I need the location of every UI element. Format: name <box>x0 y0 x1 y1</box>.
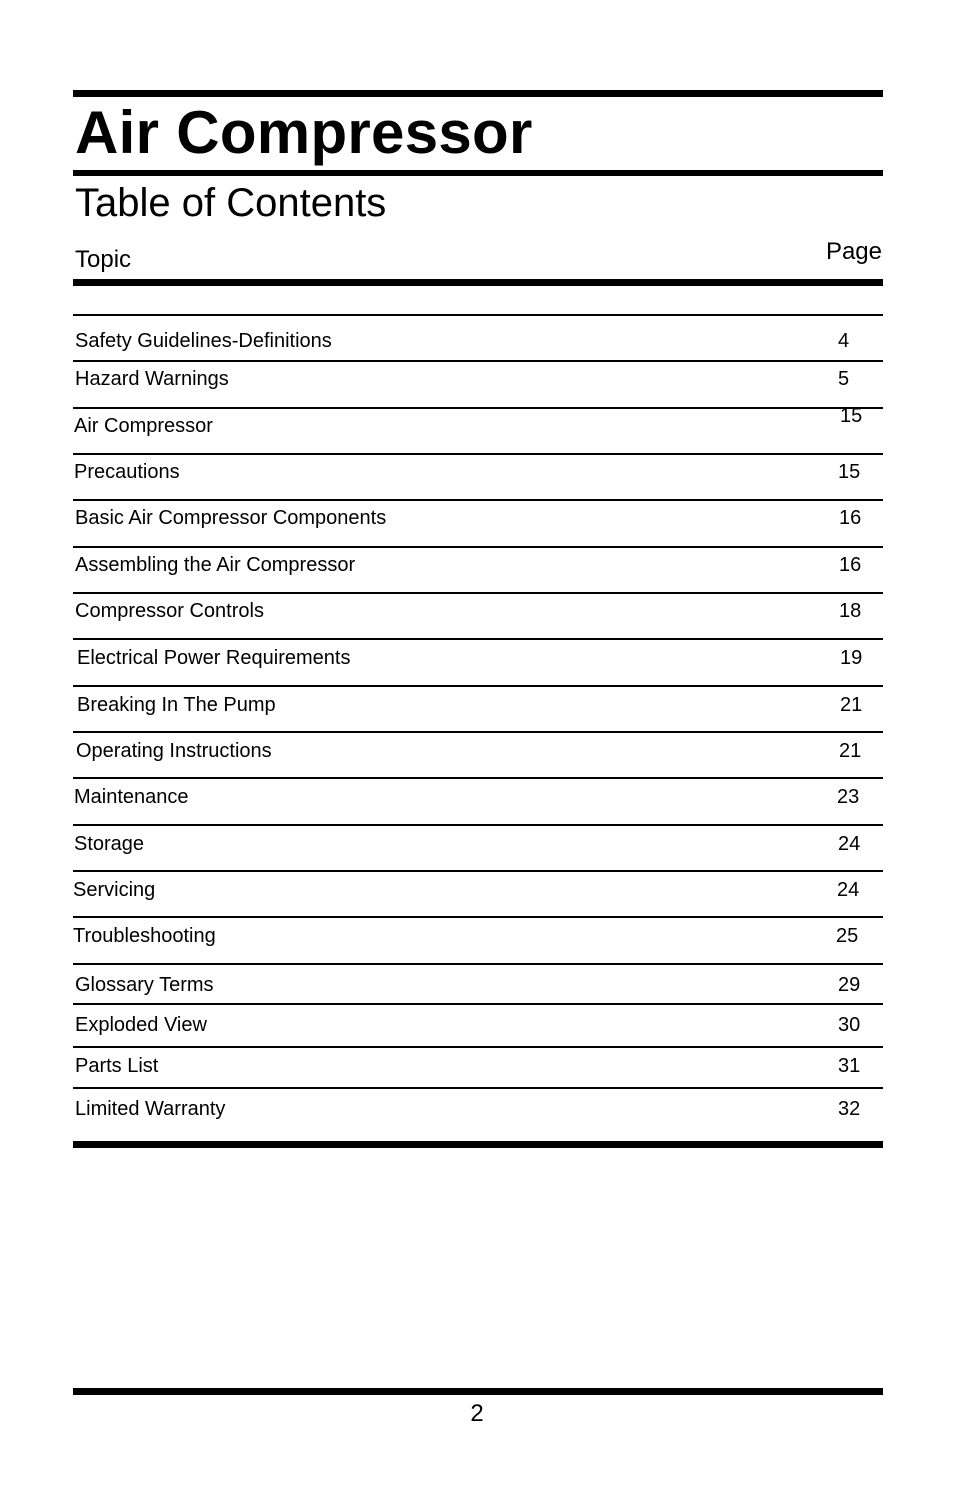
toc-topic: Parts List <box>75 1055 159 1077</box>
footer-rule <box>73 1388 883 1395</box>
toc-row <box>73 824 883 870</box>
toc-topic: Limited Warranty <box>75 1098 226 1120</box>
toc-row <box>73 1003 883 1046</box>
toc-row <box>73 360 883 407</box>
toc-page-number: 19 <box>840 647 863 669</box>
toc-topic: Air Compressor <box>74 415 213 437</box>
toc-row <box>73 777 883 824</box>
toc-page-number: 15 <box>840 405 863 427</box>
toc-row <box>73 453 883 499</box>
toc-page-number: 24 <box>837 879 860 901</box>
toc-page-number: 5 <box>838 368 850 390</box>
toc-row <box>73 963 883 1003</box>
toc-topic: Precautions <box>74 461 180 483</box>
toc-row <box>73 546 883 592</box>
page-column-header: Page <box>825 238 882 265</box>
toc-row <box>73 499 883 546</box>
toc-page-number: 25 <box>836 925 859 947</box>
toc-topic: Operating Instructions <box>76 740 272 762</box>
title-rule <box>73 170 883 176</box>
toc-topic: Storage <box>74 833 145 855</box>
toc-page-number: 24 <box>838 833 861 855</box>
toc-page-number: 31 <box>838 1055 861 1077</box>
top-rule <box>73 90 883 97</box>
toc-row <box>73 638 883 685</box>
header-rule <box>73 279 883 286</box>
topic-column-header: Topic <box>75 246 132 273</box>
toc-row <box>73 592 883 638</box>
toc-row <box>73 314 883 360</box>
toc-row <box>73 685 883 731</box>
toc-topic: Safety Guidelines-Definitions <box>75 330 332 352</box>
toc-row <box>73 1087 883 1140</box>
toc-topic: Compressor Controls <box>75 600 264 622</box>
toc-heading: Table of Contents <box>75 181 387 225</box>
toc-page-number: 23 <box>837 786 860 808</box>
toc-row <box>73 916 883 963</box>
list-end-rule <box>73 1141 883 1148</box>
toc-topic: Assembling the Air Compressor <box>75 554 356 576</box>
toc-list <box>73 314 883 1140</box>
toc-topic: Hazard Warnings <box>75 368 229 390</box>
toc-page-number: 4 <box>838 330 850 352</box>
toc-row <box>73 1046 883 1087</box>
toc-page-number: 15 <box>838 461 861 483</box>
toc-topic: Troubleshooting <box>73 925 216 947</box>
toc-page-number: 21 <box>840 694 863 716</box>
toc-topic: Glossary Terms <box>75 974 214 996</box>
toc-topic: Basic Air Compressor Components <box>75 507 387 529</box>
page-number: 2 <box>470 1400 484 1427</box>
toc-page-number: 32 <box>838 1098 861 1120</box>
toc-topic: Breaking In The Pump <box>77 694 276 716</box>
toc-page-number: 16 <box>839 554 862 576</box>
toc-row <box>73 407 883 453</box>
toc-page-number: 16 <box>839 507 862 529</box>
toc-topic: Maintenance <box>74 786 189 808</box>
toc-page-number: 21 <box>839 740 862 762</box>
toc-page-number: 18 <box>839 600 862 622</box>
toc-topic: Electrical Power Requirements <box>77 647 351 669</box>
toc-topic: Exploded View <box>75 1014 207 1036</box>
toc-page-number: 30 <box>838 1014 861 1036</box>
toc-row <box>73 731 883 777</box>
toc-page-number: 29 <box>838 974 861 996</box>
document-title: Air Compressor <box>75 99 533 166</box>
toc-row <box>73 870 883 916</box>
toc-topic: Servicing <box>73 879 156 901</box>
